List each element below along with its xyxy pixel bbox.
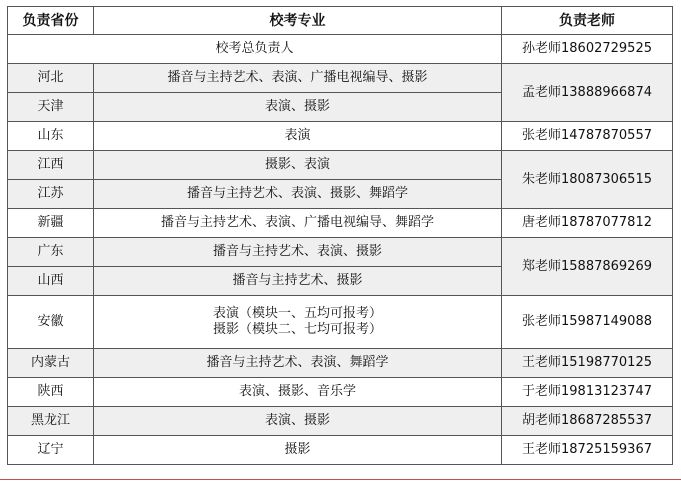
teacher-cell: 郑老师15887869269 xyxy=(502,238,673,296)
province-cell: 新疆 xyxy=(8,209,94,238)
province-cell: 山东 xyxy=(8,122,94,151)
table-row xyxy=(8,122,673,151)
teacher-cell: 于老师19813123747 xyxy=(502,378,673,407)
major-cell: 表演 xyxy=(94,122,502,151)
table-row xyxy=(8,436,673,465)
table-row xyxy=(8,209,673,238)
province-cell: 江西 xyxy=(8,151,94,180)
province-cell: 安徽 xyxy=(8,296,94,349)
major-cell: 表演、摄影、音乐学 xyxy=(94,378,502,407)
teacher-cell: 王老师15198770125 xyxy=(502,349,673,378)
major-cell: 播音与主持艺术、表演、摄影 xyxy=(94,238,502,267)
summary-teacher: 孙老师18602729525 xyxy=(502,35,673,64)
teacher-cell: 胡老师18687285537 xyxy=(502,407,673,436)
major-cell: 播音与主持艺术、表演、广播电视编导、摄影 xyxy=(94,64,502,93)
major-cell: 播音与主持艺术、摄影 xyxy=(94,267,502,296)
province-cell: 江苏 xyxy=(8,180,94,209)
major-cell: 摄影 xyxy=(94,436,502,465)
teacher-cell: 张老师15987149088 xyxy=(502,296,673,349)
teacher-cell: 王老师18725159367 xyxy=(502,436,673,465)
teacher-cell: 张老师14787870557 xyxy=(502,122,673,151)
major-line: 摄影（模块二、七均可报考） xyxy=(212,322,382,337)
province-cell: 广东 xyxy=(8,238,94,267)
province-cell: 天津 xyxy=(8,93,94,122)
table-row xyxy=(8,378,673,407)
major-line: 表演（模块一、五均可报考） xyxy=(212,306,382,321)
province-cell: 河北 xyxy=(8,64,94,93)
table-row xyxy=(8,64,673,93)
major-cell: 播音与主持艺术、表演、广播电视编导、舞蹈学 xyxy=(94,209,502,238)
major-cell: 摄影、表演 xyxy=(94,151,502,180)
teacher-cell: 孟老师13888966874 xyxy=(502,64,673,122)
teacher-cell: 朱老师18087306515 xyxy=(502,151,673,209)
table-row xyxy=(8,151,673,180)
header-province: 负责省份 xyxy=(8,7,94,35)
table-row xyxy=(8,349,673,378)
province-cell: 黑龙江 xyxy=(8,407,94,436)
table-row xyxy=(8,238,673,267)
header-major: 校考专业 xyxy=(94,7,502,35)
province-cell: 内蒙古 xyxy=(8,349,94,378)
table-row xyxy=(8,296,673,349)
bottom-separator-line xyxy=(0,479,681,480)
responsibility-table xyxy=(7,6,673,465)
province-cell: 辽宁 xyxy=(8,436,94,465)
major-cell: 播音与主持艺术、表演、摄影、舞蹈学 xyxy=(94,180,502,209)
header-teacher: 负责老师 xyxy=(502,7,673,35)
major-cell: 表演、摄影 xyxy=(94,93,502,122)
major-cell: 播音与主持艺术、表演、舞蹈学 xyxy=(94,349,502,378)
summary-label: 校考总负责人 xyxy=(8,35,502,64)
table-row xyxy=(8,407,673,436)
teacher-cell: 唐老师18787077812 xyxy=(502,209,673,238)
province-cell: 山西 xyxy=(8,267,94,296)
province-cell: 陕西 xyxy=(8,378,94,407)
major-cell: 表演、摄影 xyxy=(94,407,502,436)
table-header-row xyxy=(8,7,673,35)
major-cell xyxy=(94,296,502,349)
summary-row xyxy=(8,35,673,64)
